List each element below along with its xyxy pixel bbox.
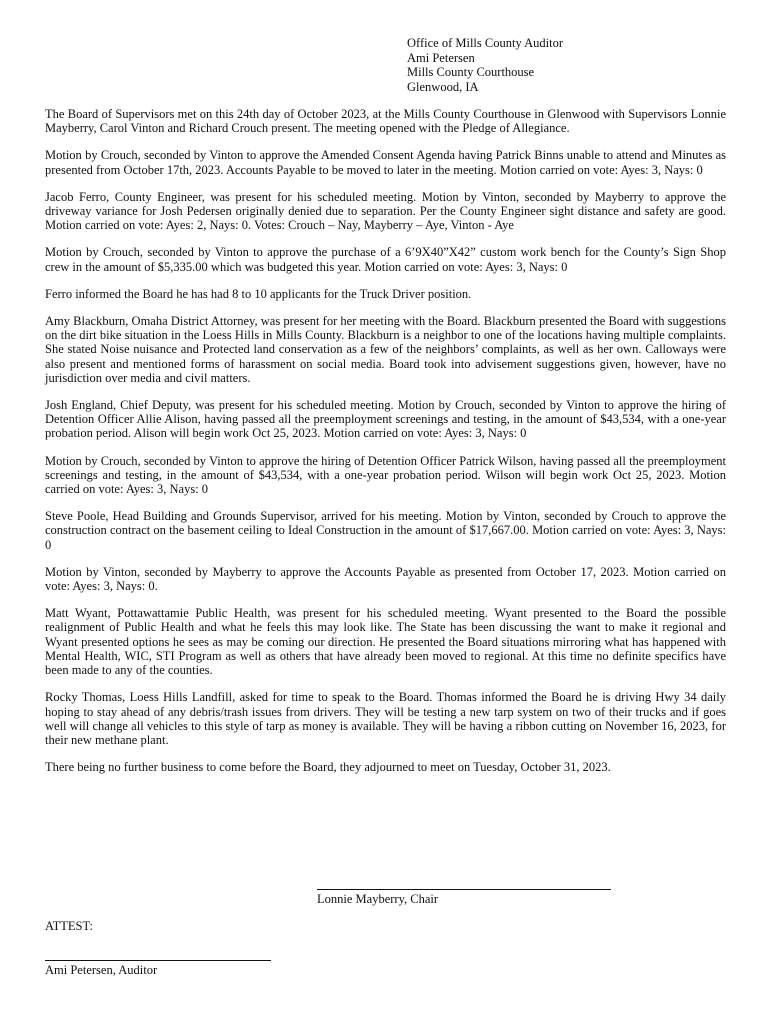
chair-signature-label: Lonnie Mayberry, Chair bbox=[317, 892, 439, 906]
paragraph-driveway-variance: Jacob Ferro, County Engineer, was present for his scheduled meeting. Motion by Vinton, seconded by Mayberry to approve the driveway variance for Josh Pedersen originally denied due to separation. Per the County Engineer sight distance and safety are good. Motion carried on vote: Ayes: 2, Nays: 0. Votes: Crouch – Nay, Mayberry – Aye, Vinton - Aye bbox=[45, 189, 726, 233]
chair-signature-line bbox=[317, 889, 611, 890]
auditor-signature-line bbox=[45, 960, 271, 961]
auditor-name: Ami Petersen bbox=[407, 50, 475, 65]
paragraph-accounts-payable: Motion by Vinton, seconded by Mayberry to approve the Accounts Payable as presented from October 17, 2023. Motion carried on vote: Ayes: 3, Nays: 0. bbox=[45, 564, 726, 594]
paragraph-landfill: Rocky Thomas, Loess Hills Landfill, asked for time to speak to the Board. Thomas informed the Board he is driving Hwy 34 daily hoping to stay ahead of any debris/trash issues from drivers. They will be testing a new tarp system on two of their trucks and if goes well will change all vehicles to this style of tarp as money is available. They will be having a ribbon cutting on November 16, 2023, for their new methane plant. bbox=[45, 690, 726, 747]
paragraph-construction-contract: Steve Poole, Head Building and Grounds Supervisor, arrived for his meeting. Motion by Vinton, seconded by Crouch to approve the construction contract on the basement ceiling to Ideal Construction in the amount of $17,667.00. Motion carried on vote: Ayes: 3, Nays: 0 bbox=[45, 509, 726, 552]
letterhead bbox=[407, 36, 563, 94]
paragraph-hiring-alison: Josh England, Chief Deputy, was present for his scheduled meeting. Motion by Crouch, seconded by Vinton to approve the hiring of Detention Officer Allie Alison, having passed all the preemployment screenings and testing, in the amount of $43,534, with a one-year probation period. Alison will begin work Oct 25, 2023. Motion carried on vote: Ayes: 3, Nays: 0 bbox=[45, 398, 726, 441]
paragraph-adjournment: There being no further business to come before the Board, they adjourned to meet on Tuesday, October 31, 2023. bbox=[45, 760, 611, 775]
paragraph-public-health: Matt Wyant, Pottawattamie Public Health, was present for his scheduled meeting. Wyant presented to the Board the possible realignment of Public Health and what he feels this may look like. The State has been discussing the want to make it regional and Wyant presented options he sees as may be coming our direction. He presented the Board situations mirroring what has happened with Mental Health, WIC, STI Program as well as others that have already been moved to regional. At this time no definite specifics have been made to any of the counties. bbox=[45, 606, 726, 678]
office-name: Office of Mills County Auditor bbox=[407, 36, 564, 50]
paragraph-truck-driver: Ferro informed the Board he has had 8 to 10 applicants for the Truck Driver position. bbox=[45, 286, 472, 301]
city-state: Glenwood, IA bbox=[407, 79, 479, 94]
paragraph-hiring-wilson: Motion by Crouch, seconded by Vinton to approve the hiring of Detention Officer Patrick Wilson, having passed all the preemployment screenings and testing, in the amount of $43,534, with a one-year probation period. Wilson will begin work Oct 25, 2023. Motion carried on vote: Ayes: 3, Nays: 0 bbox=[45, 453, 726, 497]
attest-label: ATTEST: bbox=[45, 919, 93, 933]
paragraph-work-bench: Motion by Crouch, seconded by Vinton to approve the purchase of a 6’9X40”X42” custom work bench for the County’s Sign Shop crew in the amount of $5,335.00 which was budgeted this year. Motion carried on vote: Ayes: 3, Nays: 0 bbox=[45, 245, 726, 274]
paragraph-consent-agenda: Motion by Crouch, seconded by Vinton to approve the Amended Consent Agenda having Patrick Binns unable to attend and Minutes as presented from October 17th, 2023. Accounts Payable to be moved to later in the meeting. Motion carried on vote: Ayes: 3, Nays: 0 bbox=[45, 148, 726, 177]
paragraph-district-attorney: Amy Blackburn, Omaha District Attorney, was present for her meeting with the Board. Blackburn presented the Board with suggestions on the dirt bike situation in the Loess Hills in Mills County. Blackburn is a neighbor to one of the locations having multiple complaints. She stated Noise nuisance and Protected land conservation as a few of the neighbors’ complaints, as well as her own. Calloways were also present and mentioned forms of harassment on social media. Board took into advisement suggestions given, however, have no jurisdiction over media and civil matters. bbox=[45, 314, 726, 385]
paragraph-opening: The Board of Supervisors met on this 24th day of October 2023, at the Mills County Courthouse in Glenwood with Supervisors Lonnie Mayberry, Carol Vinton and Richard Crouch present. The meeting opened with the Pledge of Allegiance. bbox=[45, 107, 726, 136]
courthouse-name: Mills County Courthouse bbox=[407, 65, 535, 79]
auditor-signature-label: Ami Petersen, Auditor bbox=[45, 963, 158, 977]
minutes-body bbox=[45, 107, 726, 787]
